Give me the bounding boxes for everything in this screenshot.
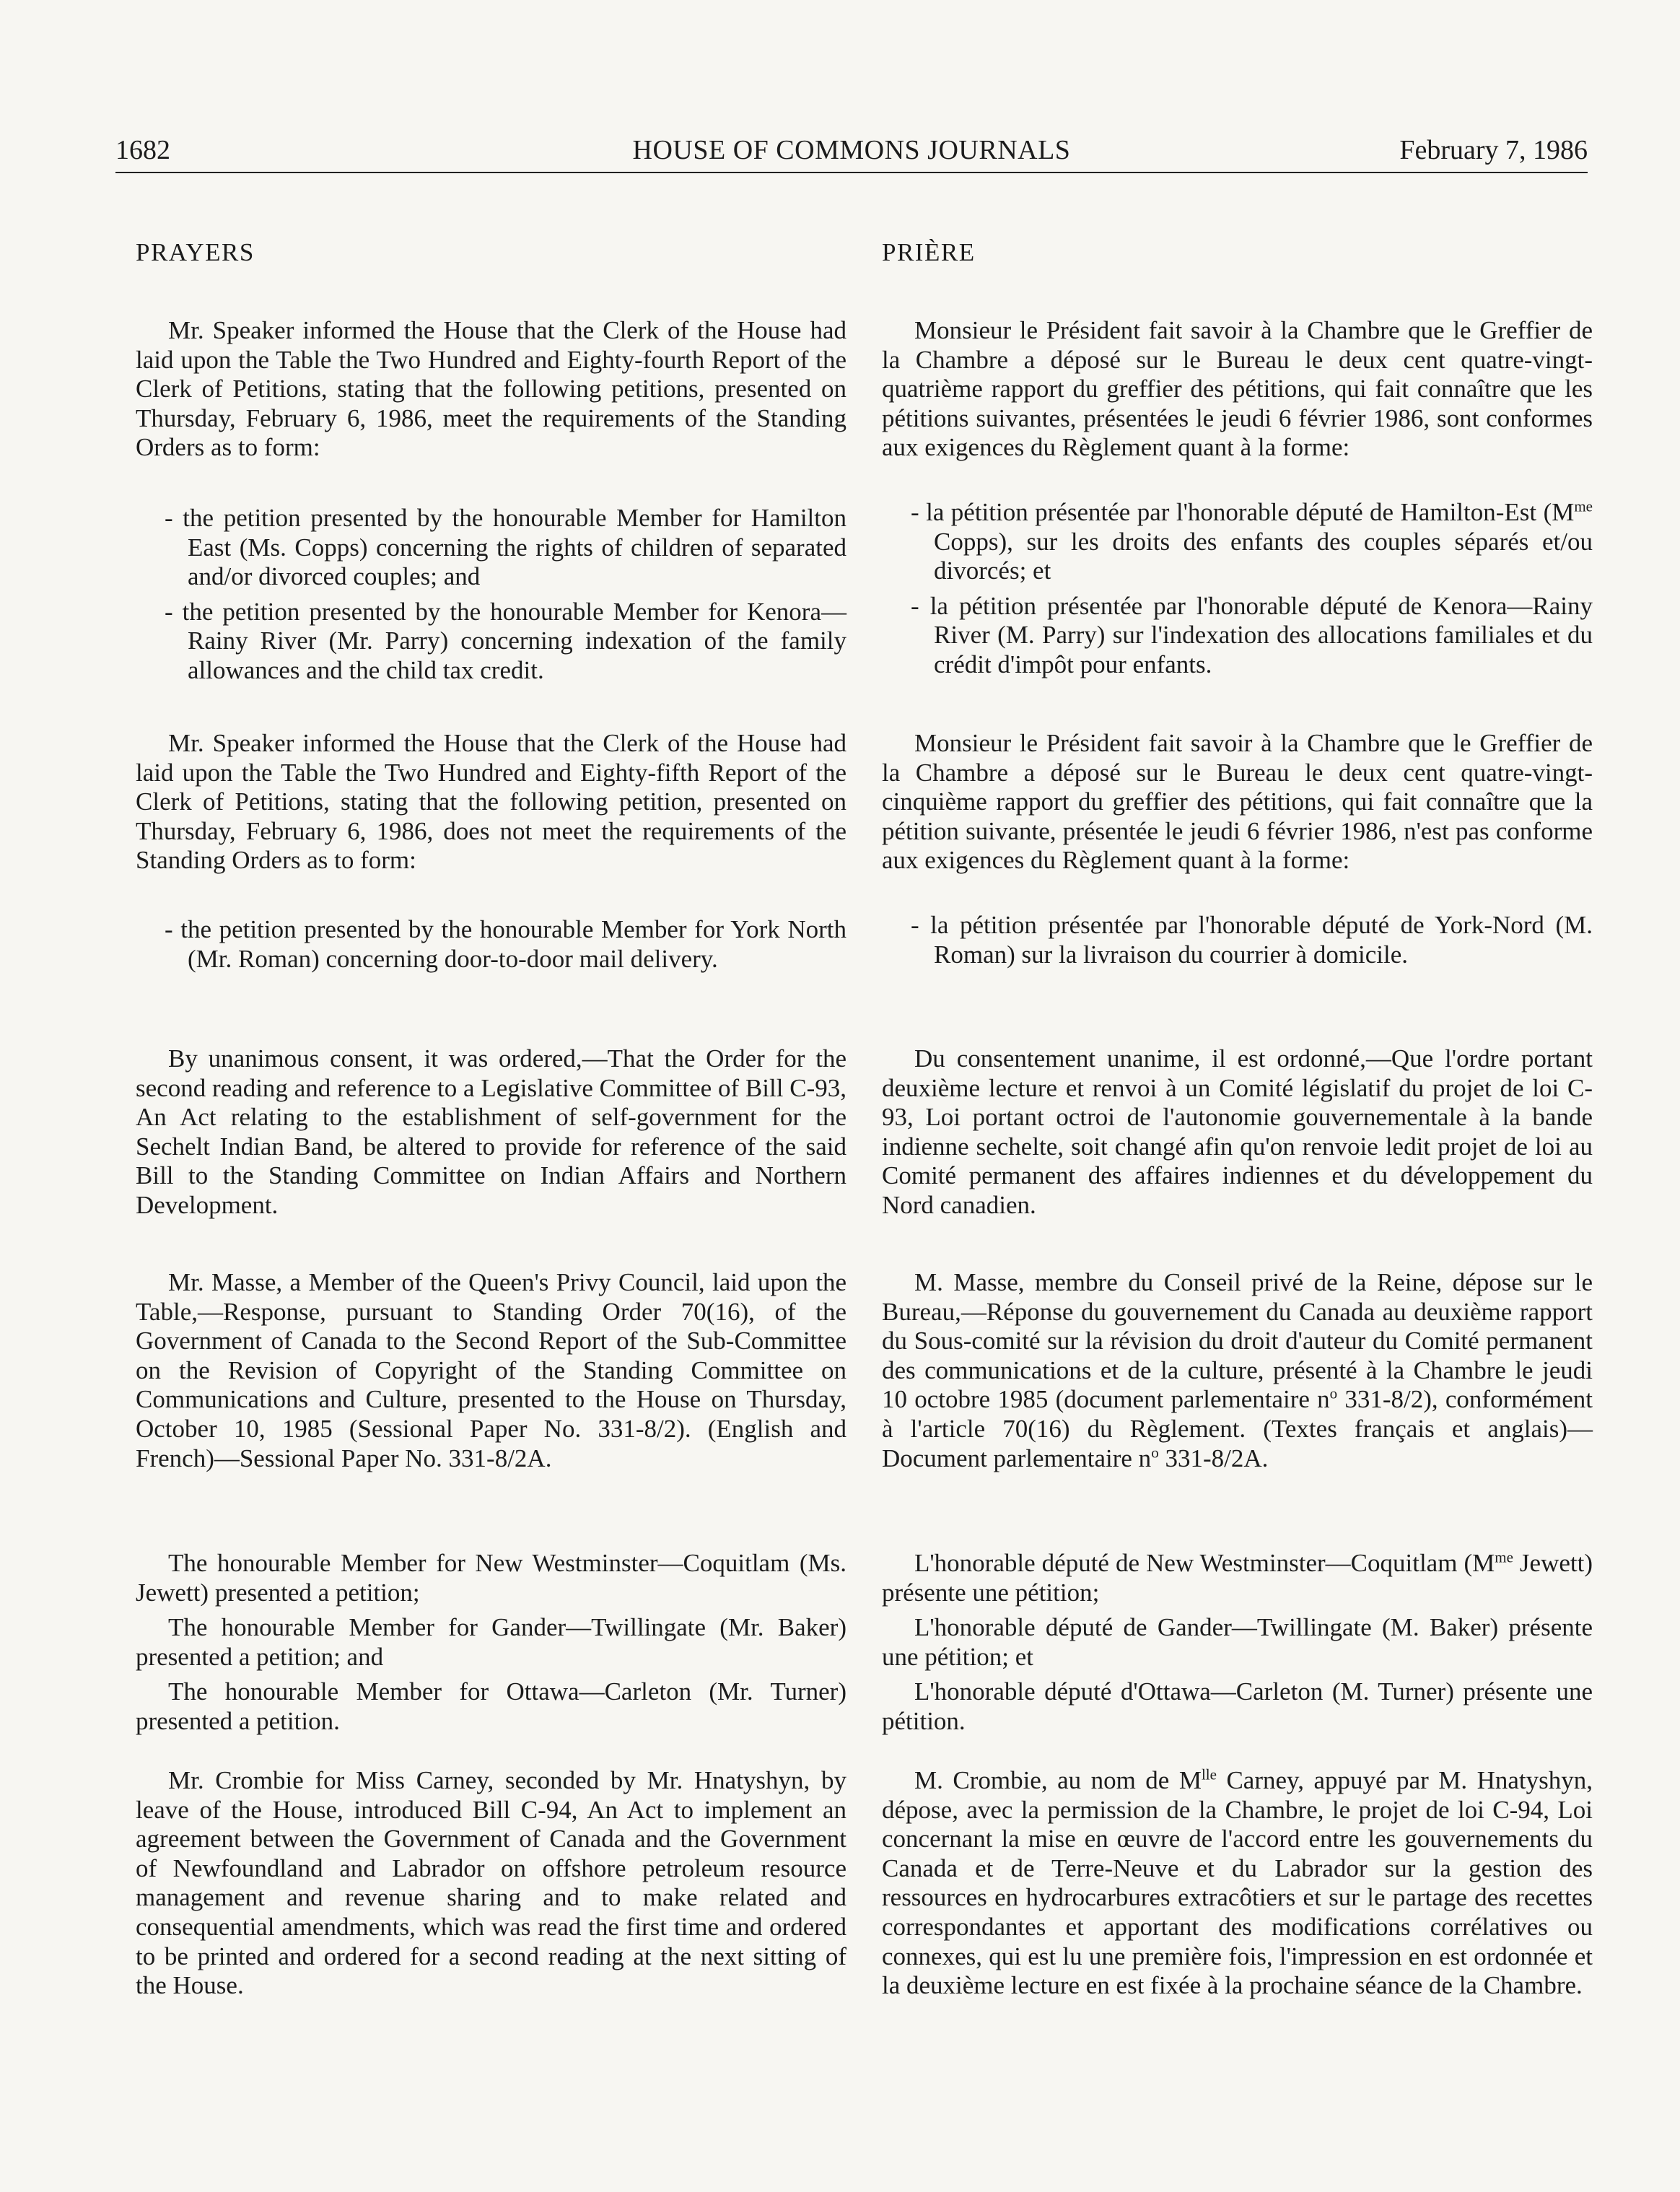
french-para-2: Monsieur le Président fait savoir à la Chambre que le Greffier de la Chambre a déposé sur le Bureau le deux cent quatre-vingt-cinquième rapport du greffier des pétitions, qui fait connaître que la pétition suivante, présentée le jeudi 6 février 1986, n'est pas conforme aux exigences du Règlement quant à la forme: (882, 729, 1593, 875)
english-para-5: Mr. Crombie for Miss Carney, seconded by Mr. Hnatyshyn, by leave of the House, introduced Bill C-94, An Act to implement an agreement between the Government of Canada and the Government of Newfoundland and Labrador on offshore petroleum resource management and revenue sharing and to make related and consequential amendments, which was read the first time and ordered to be printed and ordered for a second reading at the next sitting of the House. (136, 1766, 846, 2000)
english-para-1: Mr. Speaker informed the House that the Clerk of the House had laid upon the Table the Two Hundred and Eighty-fourth Report of the Clerk of Petitions, stating that the following petitions, presented on Thursday, February 6, 1986, meet the requirements of the Standing Orders as to form: (136, 316, 846, 462)
english-para-2: Mr. Speaker informed the House that the Clerk of the House had laid upon the Table the Two Hundred and Eighty-fifth Report of the Clerk of Petitions, stating that the following petition, presented on Thursday, February 6, 1986, does not meet the requirements of the Standing Orders as to form: (136, 729, 846, 875)
petition-entry: The honourable Member for Ottawa—Carleton (Mr. Turner) presented a petition. (136, 1677, 846, 1735)
english-para-3-block (136, 1044, 846, 1221)
english-petitions (136, 1549, 846, 1737)
french-para-5: M. Crombie, au nom de $M^{lle}$ Carney, appuyé par M. Hnatyshyn, dépose, avec la permission de la Chambre, le projet de loi C-94, Loi concernant la mise en œuvre de l'accord entre les gouvernements du Canada et de Terre-Neuve et du Labrador sur la gestion des ressources en hydrocarbures extracôtiers et sur le partage des recettes correspondantes et apportant des modifications corrélatives ou connexes, qui est lu une première fois, l'impression en est ordonnée et la deuxième lecture en est fixée à la prochaine séance de la Chambre. (882, 1765, 1593, 2000)
list-item: - la pétition présentée par l'honorable député de Hamilton-Est ($M^{me}$ Copps), sur les droits des enfants des couples séparés et/ou divorcés; et (911, 497, 1593, 585)
english-para-4: Mr. Masse, a Member of the Queen's Privy Council, laid upon the Table,—Response, pursuant to Standing Order 70(16), of the Government of Canada to the Second Report of the Sub-Committee on the Revision of Copyright of the Standing Committee on Communications and Culture, presented to the House on Thursday, October 10, 1985 (Sessional Paper No. 331-8/2). (English and French)—Sessional Paper No. 331-8/2A. (136, 1268, 846, 1472)
petition-entry: The honourable Member for Gander—Twillingate (Mr. Baker) presented a petition; and (136, 1613, 846, 1671)
english-prayers-section (136, 316, 846, 463)
list-item: - the petition presented by the honourable Member for Kenora—Rainy River (Mr. Parry) concerning indexation of the family allowances and the child tax credit. (165, 597, 846, 684)
french-para-3-block (882, 1044, 1593, 1221)
french-para-4-block (882, 1268, 1593, 1473)
list-item: - the petition presented by the honourable Member for York North (Mr. Roman) concerning door-to-door mail delivery. (165, 915, 846, 973)
english-para-5-block (136, 1766, 846, 2001)
french-para-4: M. Masse, membre du Conseil privé de la Reine, dépose sur le Bureau,—Réponse du gouvernement du Canada au deuxième rapport du Sous-comité sur la révision du droit d'auteur du Comité permanent des communications et de la culture, présenté à la Chambre le jeudi 10 octobre 1985 (document parlementaire $n^o$ 331-8/2), conformément à l'article 70(16) du Règlement. (Textes français et anglais)—Document parlementaire $n^o$ 331-8/2A. (882, 1268, 1593, 1472)
list-item: - the petition presented by the honourable Member for Hamilton East (Ms. Copps) concerning the rights of children of separated and/or divorced couples; and (165, 504, 846, 591)
english-list-2 (136, 915, 846, 974)
french-heading: PRIÈRE (882, 238, 976, 266)
french-para-1-block (882, 316, 1593, 463)
french-list-1 (882, 498, 1593, 680)
french-petitions (882, 1549, 1593, 1737)
petition-entry: The honourable Member for New Westminster—Coquitlam (Ms. Jewett) presented a petition; (136, 1549, 846, 1607)
english-para-3: By unanimous consent, it was ordered,—That the Order for the second reading and reference to a Legislative Committee of Bill C-93, An Act relating to the establishment of self-government for the Sechelt Indian Band, be altered to provide for reference of the said Bill to the Standing Committee on Indian Affairs and Northern Development. (136, 1044, 846, 1219)
page-number: 1682 (115, 135, 170, 165)
list-item: - la pétition présentée par l'honorable député de York-Nord (M. Roman) sur la livraison du courrier à domicile. (911, 911, 1593, 969)
header-rule (115, 172, 1588, 173)
english-para-2-block (136, 729, 846, 876)
french-para-1: Monsieur le Président fait savoir à la Chambre que le Greffier de la Chambre a déposé sur le Bureau le deux cent quatre-vingt-quatrième rapport du greffier des pétitions, qui fait connaître que les pétitions suivantes, présentées le jeudi 6 février 1986, sont conformes aux exigences du Règlement quant à la forme: (882, 316, 1593, 462)
journal-title: HOUSE OF COMMONS JOURNALS (632, 135, 1071, 165)
french-para-3: Du consentement unanime, il est ordonné,—Que l'ordre portant deuxième lecture et renvoi à un Comité législatif du projet de loi C-93, Loi portant octroi de l'autonomie gouvernementale à la bande indienne sechelte, soit changé afin qu'on renvoie ledit projet de loi au Comité permanent des affaires indiennes et du développement du Nord canadien. (882, 1044, 1593, 1219)
petition-entry: L'honorable député d'Ottawa—Carleton (M. Turner) présente une pétition. (882, 1677, 1593, 1735)
english-para-4-block (136, 1268, 846, 1473)
english-list-1 (136, 504, 846, 686)
french-list-2 (882, 911, 1593, 969)
french-para-2-block (882, 729, 1593, 876)
french-para-5-block (882, 1766, 1593, 2001)
english-heading: PRAYERS (136, 238, 255, 266)
list-item: - la pétition présentée par l'honorable député de Kenora—Rainy River (M. Parry) sur l'indexation des allocations familiales et du crédit d'impôt pour enfants. (911, 591, 1593, 678)
petition-entry: L'honorable député de New Westminster—Coquitlam ($M^{me}$ Jewett) présente une pétition; (882, 1548, 1593, 1607)
journal-date: February 7, 1986 (1399, 135, 1588, 165)
petition-entry: L'honorable député de Gander—Twillingate (M. Baker) présente une pétition; et (882, 1613, 1593, 1671)
